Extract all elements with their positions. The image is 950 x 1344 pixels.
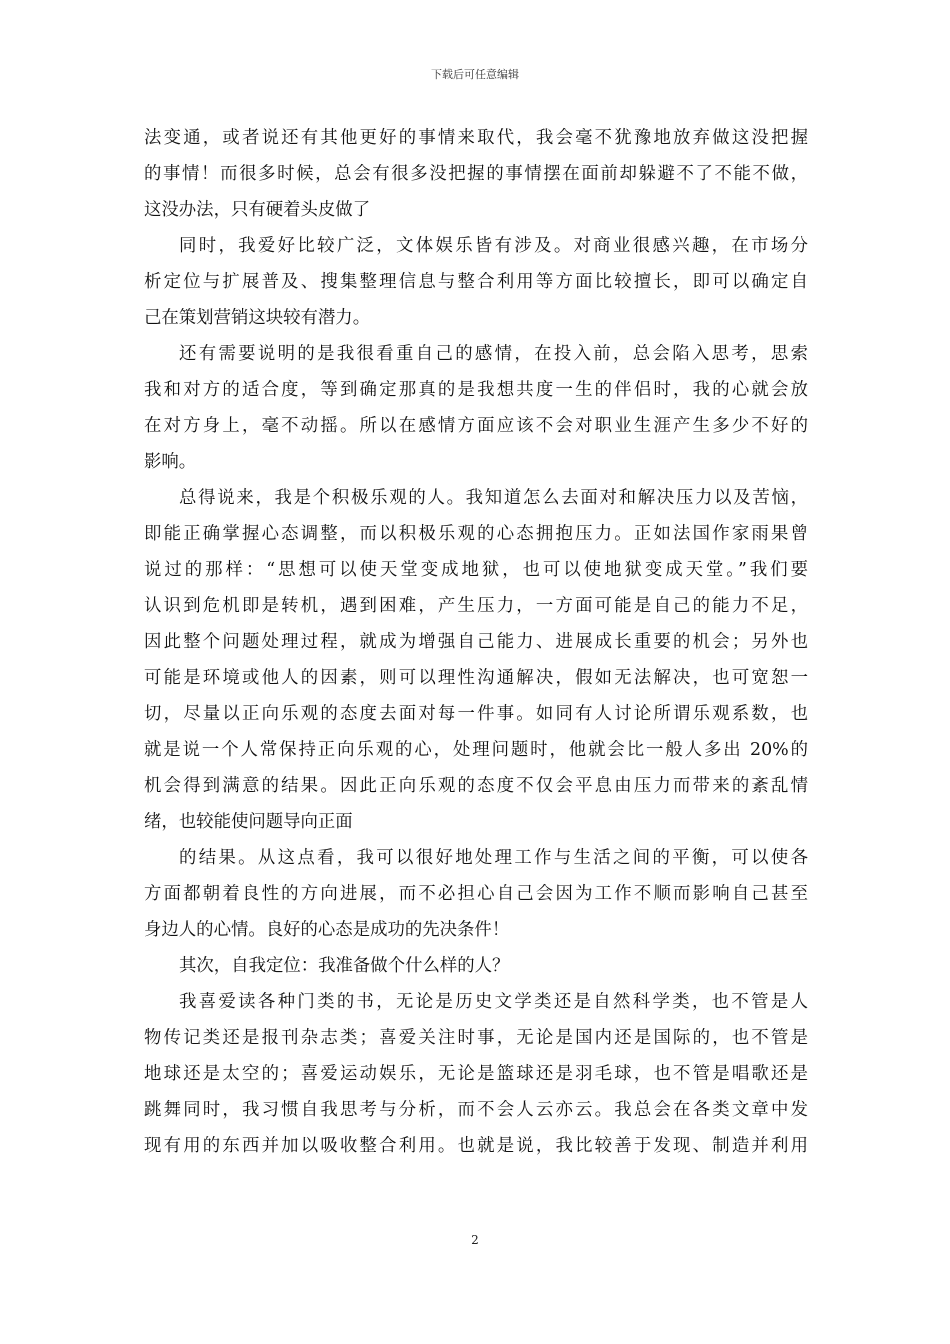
text-line: 其次，自我定位：我准备做个什么样的人？ — [179, 956, 510, 976]
text-line: 同时，我爱好比较广泛，文体娱乐皆有涉及。对商业很感兴趣，在市场分 — [179, 236, 808, 256]
text-line: 可能是环境或他人的因素，则可以理性沟通解决，假如无法解决，也可宽恕一 — [144, 668, 808, 688]
text-line: 还有需要说明的是我很看重自己的感情，在投入前，总会陷入思考，思索 — [179, 344, 808, 364]
text-line: 这没办法，只有硬着头皮做了 — [144, 200, 371, 220]
text-line: 析定位与扩展普及、搜集整理信息与整合利用等方面比较擅长，即可以确定自 — [144, 272, 808, 292]
page-header: 下载后可任意编辑 — [431, 68, 519, 81]
text-line: 己在策划营销这块较有潜力。 — [144, 308, 371, 328]
text-line: 切，尽量以正向乐观的态度去面对每一件事。如同有人讨论所谓乐观系数，也 — [144, 704, 808, 724]
text-line: 地球还是太空的；喜爱运动娱乐，无论是篮球还是羽毛球，也不管是唱歌还是 — [144, 1064, 808, 1084]
text-line: 我和对方的适合度，等到确定那真的是我想共度一生的伴侣时，我的心就会放 — [144, 380, 808, 400]
text-line: 现有用的东西并加以吸收整合利用。也就是说，我比较善于发现、制造并利用 — [144, 1136, 808, 1156]
text-line: 绪，也较能使问题导向正面 — [144, 812, 353, 832]
text-line: 影响。 — [144, 452, 197, 472]
text-line: 我喜爱读各种门类的书，无论是历史文学类还是自然科学类，也不管是人 — [179, 992, 808, 1012]
text-line: 的结果。从这点看，我可以很好地处理工作与生活之间的平衡，可以使各 — [179, 848, 808, 868]
page-number: 2 — [471, 1233, 479, 1247]
text-line: 因此整个问题处理过程，就成为增强自己能力、进展成长重要的机会；另外也 — [144, 632, 808, 652]
text-line: 在对方身上，毫不动摇。所以在感情方面应该不会对职业生涯产生多少不好的 — [144, 416, 808, 436]
text-line: 方面都朝着良性的方向进展，而不必担心自己会因为工作不顺而影响自己甚至 — [144, 884, 808, 904]
text-line: 跳舞同时，我习惯自我思考与分析，而不会人云亦云。我总会在各类文章中发 — [144, 1100, 808, 1120]
text-line: 就是说一个人常保持正向乐观的心，处理问题时，他就会比一般人多出 20%的 — [144, 740, 808, 760]
text-line: 认识到危机即是转机，遇到困难，产生压力，一方面可能是自己的能力不足， — [144, 596, 808, 616]
text-line: 物传记类还是报刊杂志类；喜爱关注时事，无论是国内还是国际的，也不管是 — [144, 1028, 808, 1048]
text-line: 总得说来，我是个积极乐观的人。我知道怎么去面对和解决压力以及苦恼， — [179, 488, 808, 508]
text-line: 身边人的心情。良好的心态是成功的先决条件！ — [144, 920, 510, 940]
text-line: 的事情！而很多时候，总会有很多没把握的事情摆在面前却躲避不了不能不做， — [144, 164, 808, 184]
text-line: 即能正确掌握心态调整，而以积极乐观的心态拥抱压力。正如法国作家雨果曾 — [144, 524, 808, 544]
document-body — [144, 120, 808, 1164]
text-line: 机会得到满意的结果。因此正向乐观的态度不仅会平息由压力而带来的紊乱情 — [144, 776, 808, 796]
text-line: 说过的那样：“思想可以使天堂变成地狱，也可以使地狱变成天堂。”我们要 — [144, 560, 808, 580]
text-line: 法变通，或者说还有其他更好的事情来取代，我会毫不犹豫地放弃做这没把握 — [144, 128, 808, 148]
